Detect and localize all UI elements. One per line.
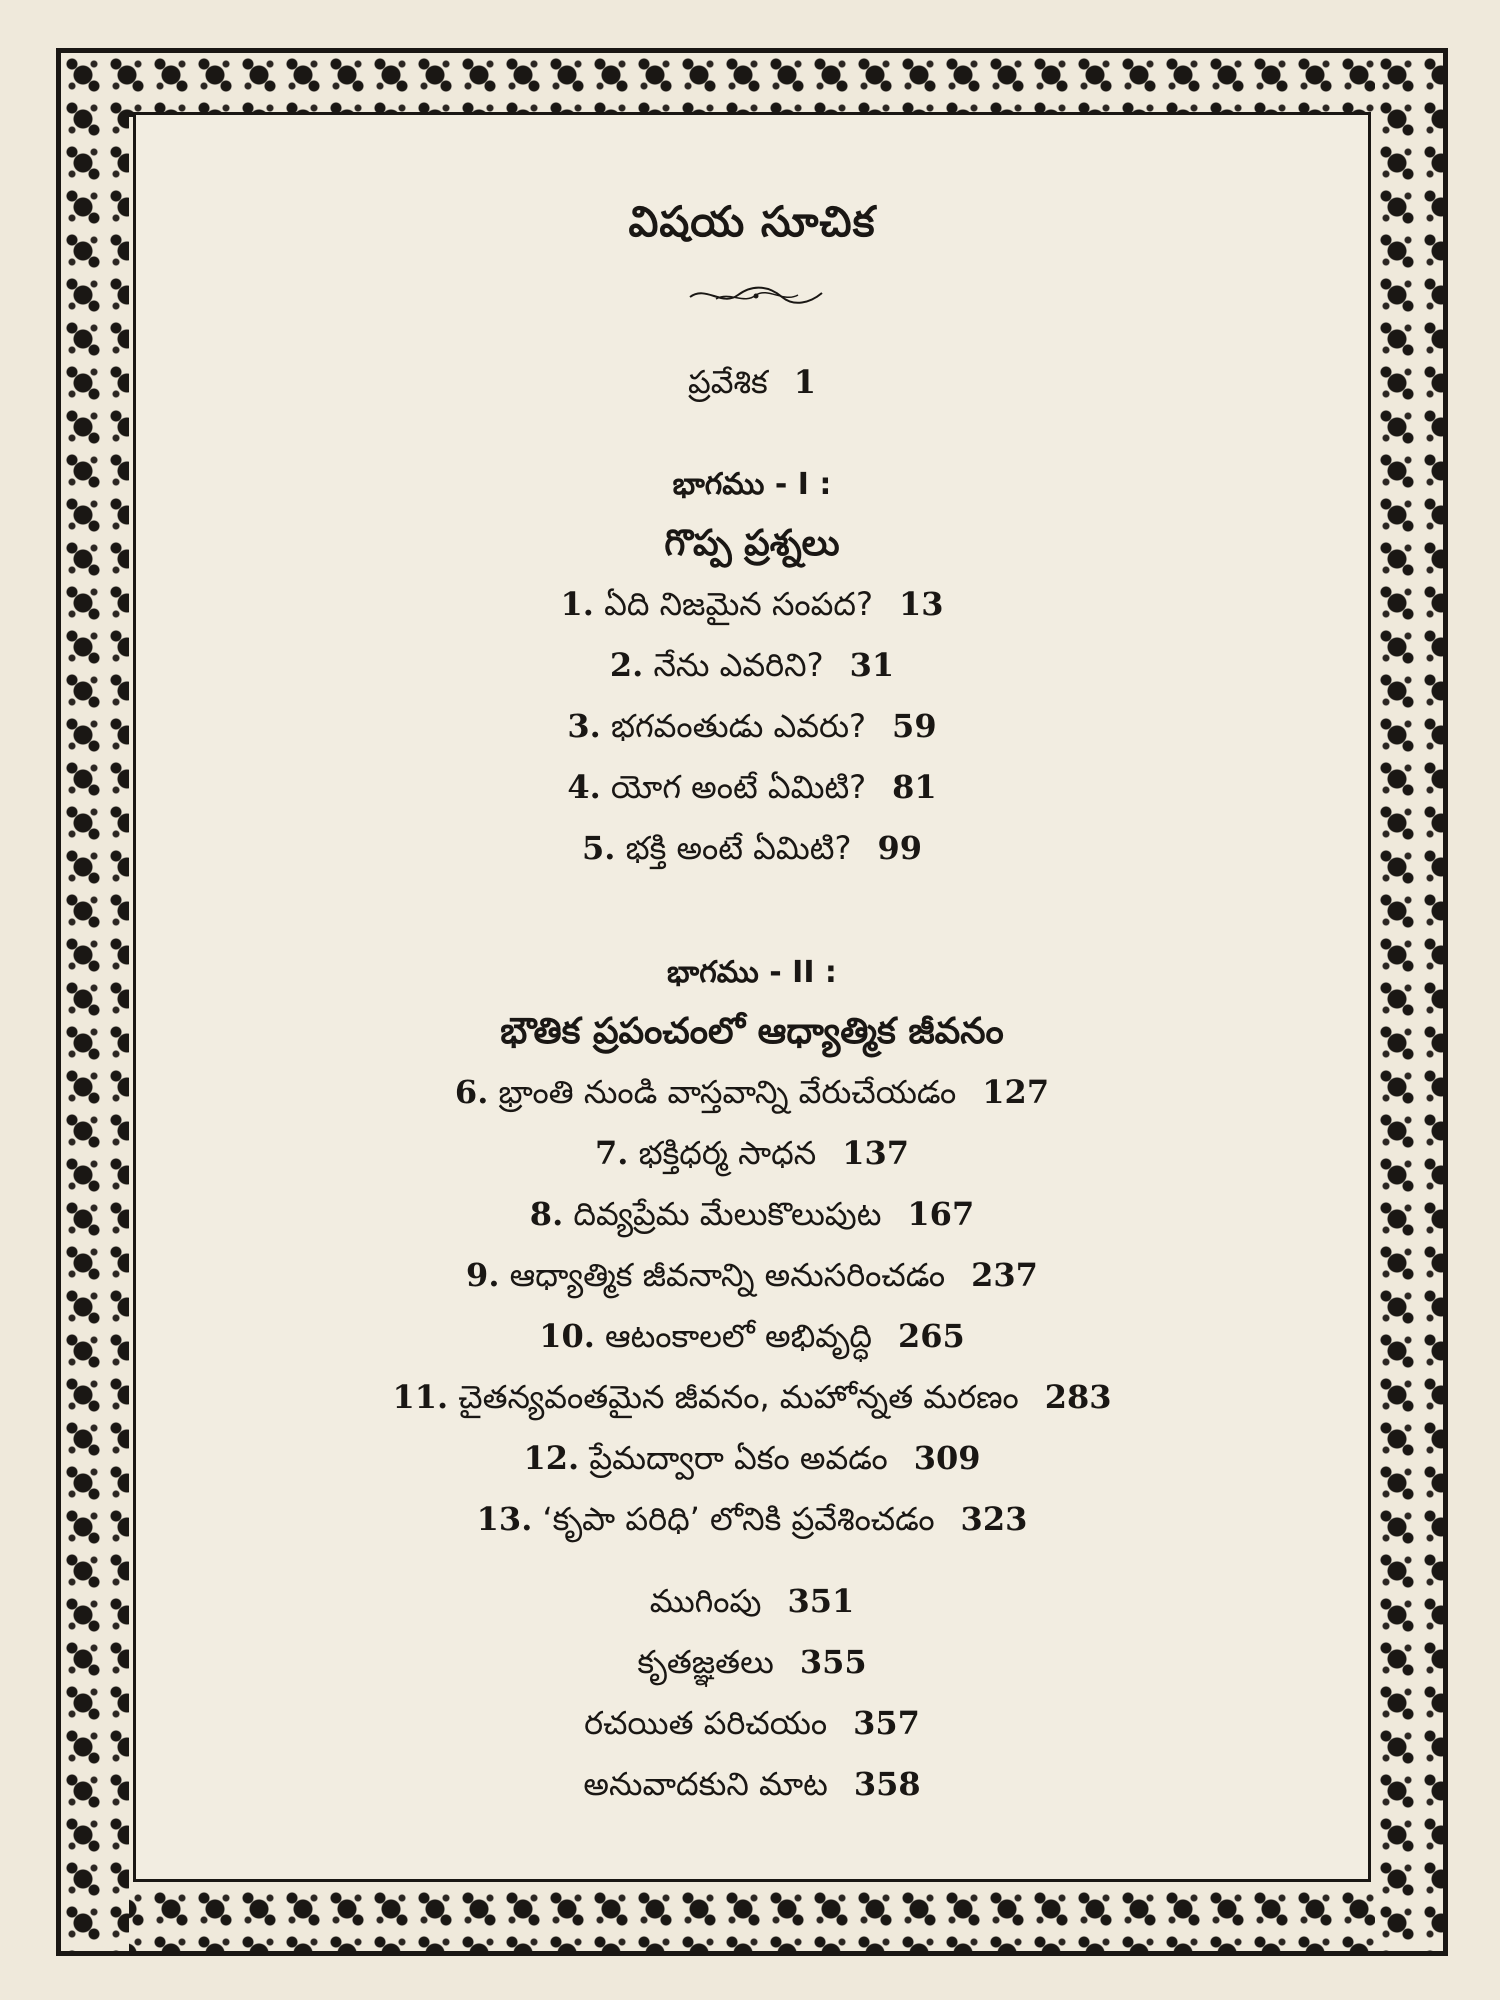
toc-entry[interactable]: [136, 768, 1368, 814]
entry-title: ప్రేమద్వారా ఏకం అవడం: [589, 1439, 888, 1477]
floral-border-right: [1375, 53, 1443, 1951]
entry-title: దివ్యప్రేమ మేలుకొలుపుట: [573, 1195, 882, 1233]
entry-page: 323: [960, 1500, 1028, 1538]
toc-entry[interactable]: [136, 1256, 1368, 1302]
floral-border-left: [61, 53, 129, 1951]
entry-title: కృతజ్ఞతలు: [637, 1643, 774, 1681]
entry-number: 13.: [476, 1500, 533, 1538]
entry-page: 127: [982, 1073, 1050, 1111]
toc-entry[interactable]: [136, 1134, 1368, 1180]
entry-title: భగవంతుడు ఎవరు?: [610, 707, 867, 745]
toc-intro-page: 1: [793, 363, 817, 401]
entry-number: 12.: [523, 1439, 580, 1477]
part1-label: భాగము - I :: [672, 467, 832, 502]
entry-page: 137: [842, 1134, 909, 1172]
entry-page: 31: [849, 646, 895, 684]
toc-entry[interactable]: [136, 1500, 1368, 1546]
entry-title: నేను ఎవరిని?: [653, 646, 824, 684]
toc-entry[interactable]: [136, 1378, 1368, 1424]
entry-title: ‘కృపా పరిధి’ లోనికి ప్రవేశించడం: [542, 1500, 935, 1538]
entry-page: 283: [1044, 1378, 1112, 1416]
toc-entry[interactable]: [136, 1643, 1368, 1689]
floral-border-top: [61, 53, 1443, 117]
entry-title: ఆధ్యాత్మిక జీవనాన్ని అనుసరించడం: [509, 1256, 946, 1294]
entry-number: 6.: [454, 1073, 489, 1111]
entry-title: భ్రాంతి నుండి వాస్తవాన్ని వేరుచేయడం: [498, 1073, 957, 1111]
entry-number: 10.: [539, 1317, 595, 1355]
flourish-ornament: [686, 283, 826, 309]
toc-intro-title: ప్రవేశిక: [687, 363, 768, 401]
toc-entry[interactable]: [136, 1765, 1368, 1811]
entry-page: 167: [907, 1195, 975, 1233]
table-of-contents: [136, 115, 1368, 1879]
entry-page: 357: [853, 1704, 920, 1742]
toc-entry[interactable]: [136, 1582, 1368, 1628]
entry-title: ముగింపు: [649, 1582, 762, 1620]
entry-number: 5.: [582, 829, 616, 867]
toc-entry[interactable]: [136, 1317, 1368, 1363]
entry-page: 351: [787, 1582, 855, 1620]
toc-entry[interactable]: [136, 1073, 1368, 1119]
entry-page: 309: [913, 1439, 981, 1477]
entry-page: 355: [799, 1643, 867, 1681]
toc-entry[interactable]: [136, 1439, 1368, 1485]
toc-entry[interactable]: [136, 585, 1368, 631]
entry-page: 358: [853, 1765, 921, 1803]
entry-page: 59: [892, 707, 937, 745]
toc-entry[interactable]: [136, 1704, 1368, 1750]
entry-number: 9.: [466, 1256, 500, 1294]
entry-page: 81: [892, 768, 937, 806]
entry-title: చైతన్యవంతమైన జీవనం, మహోన్నత మరణం: [458, 1378, 1019, 1416]
toc-entry[interactable]: [136, 646, 1368, 692]
entry-number: 4.: [567, 768, 601, 806]
entry-page: 265: [898, 1317, 965, 1355]
entry-title: భక్తిధర్మ సాధన: [638, 1134, 817, 1172]
floral-border-bottom: [61, 1887, 1443, 1951]
entry-page: 99: [877, 829, 922, 867]
entry-number: 3.: [567, 707, 601, 745]
entry-number: 8.: [529, 1195, 564, 1233]
entry-title: ఆటంకాలలో అభివృద్ధి: [605, 1317, 873, 1355]
toc-entry[interactable]: [136, 707, 1368, 753]
entry-number: 1.: [560, 585, 594, 623]
entry-title: అనువాదకుని మాట: [583, 1765, 828, 1803]
entry-title: భక్తి అంటే ఏమిటి?: [625, 829, 852, 867]
entry-title: రచయిత పరిచయం: [584, 1704, 828, 1742]
entry-page: 13: [898, 585, 944, 623]
part2-title: భౌతిక ప్రపంచంలో ఆధ్యాత్మిక జీవనం: [500, 1011, 1004, 1052]
entry-page: 237: [971, 1256, 1038, 1294]
entry-number: 2.: [609, 646, 644, 684]
page-title: విషయ సూచిక: [628, 197, 876, 246]
part2-label: భాగము - II :: [667, 955, 837, 990]
part1-title: గొప్ప ప్రశ్నలు: [664, 523, 840, 564]
toc-entry[interactable]: [136, 1195, 1368, 1241]
entry-title: ఏది నిజమైన సంపద?: [604, 585, 873, 623]
entry-number: 7.: [595, 1134, 629, 1172]
toc-intro[interactable]: [136, 363, 1368, 409]
entry-title: యోగ అంటే ఏమిటి?: [610, 768, 867, 806]
entry-number: 11.: [392, 1378, 449, 1416]
toc-entry[interactable]: [136, 829, 1368, 875]
